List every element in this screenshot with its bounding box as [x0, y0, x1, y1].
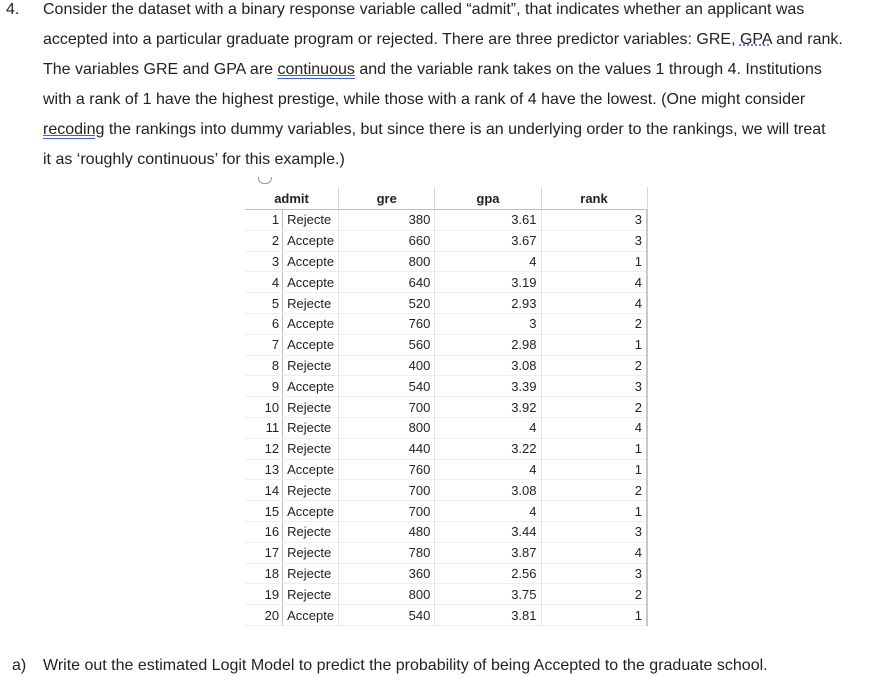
- problem-line-4: with a rank of 1 have the highest prestige, while those with a rank of 4 have the lowest. (One might consider: [43, 91, 806, 108]
- cell-rank: 2: [541, 584, 647, 605]
- problem-line-2: accepted into a particular graduate program or rejected. There are three predictor variables: GRE, GPA and rank.: [43, 31, 843, 48]
- row-index: 17: [245, 542, 283, 563]
- row-index: 8: [245, 355, 283, 376]
- cell-gpa: 4: [435, 501, 541, 522]
- cell-gpa: 2.93: [435, 293, 541, 314]
- table-row: [245, 501, 647, 522]
- table-row: [245, 417, 647, 438]
- spellcheck-gpa: GPA: [739, 31, 772, 48]
- cell-gre: 560: [339, 334, 435, 355]
- column-header-gre: gre: [339, 187, 435, 210]
- cell-gre: 700: [339, 397, 435, 418]
- cell-admit: Rejecte: [283, 417, 339, 438]
- table-row: [245, 251, 647, 272]
- cell-rank: 4: [541, 542, 647, 563]
- table-row: [245, 397, 647, 418]
- cell-admit: Rejecte: [283, 480, 339, 501]
- problem-statement: [43, 0, 883, 180]
- row-index: 14: [245, 480, 283, 501]
- problem-line-3: The variables GRE and GPA are continuous and the variable rank takes on the values 1 through 4. Institutions: [43, 61, 822, 78]
- column-header-admit: admit: [245, 187, 339, 210]
- cell-admit: Accepte: [283, 501, 339, 522]
- cell-gre: 800: [339, 251, 435, 272]
- cell-admit: Accepte: [283, 230, 339, 251]
- cell-gpa: 4: [435, 251, 541, 272]
- cell-gpa: 3.19: [435, 272, 541, 293]
- cell-gre: 540: [339, 605, 435, 626]
- cell-rank: 1: [541, 251, 647, 272]
- row-index: 2: [245, 230, 283, 251]
- sub-question-label: a): [12, 657, 27, 674]
- cell-rank: 1: [541, 459, 647, 480]
- problem-line-6: it as ‘roughly continuous’ for this example.): [43, 151, 345, 168]
- cell-rank: 3: [541, 563, 647, 584]
- cell-gre: 760: [339, 313, 435, 334]
- cell-rank: 4: [541, 272, 647, 293]
- cell-rank: 2: [541, 397, 647, 418]
- cell-admit: Rejecte: [283, 210, 339, 231]
- cell-gpa: 3.75: [435, 584, 541, 605]
- table-row: [245, 210, 647, 231]
- cell-admit: Rejecte: [283, 438, 339, 459]
- table-row: [245, 313, 647, 334]
- cell-gpa: 3.92: [435, 397, 541, 418]
- cell-rank: 4: [541, 417, 647, 438]
- column-header-gpa: gpa: [435, 187, 541, 210]
- grammar-mark-continuous: continuous: [277, 61, 355, 78]
- cell-admit: Accepte: [283, 272, 339, 293]
- cell-gpa: 2.56: [435, 563, 541, 584]
- cell-gpa: 2.98: [435, 334, 541, 355]
- table-row: [245, 605, 647, 626]
- cell-admit: Accepte: [283, 334, 339, 355]
- table-row: [245, 542, 647, 563]
- cell-admit: Accepte: [283, 459, 339, 480]
- row-index: 4: [245, 272, 283, 293]
- data-table-image: [245, 177, 648, 629]
- cell-gre: 640: [339, 272, 435, 293]
- cell-admit: Accepte: [283, 376, 339, 397]
- cell-gpa: 3.67: [435, 230, 541, 251]
- cell-gre: 660: [339, 230, 435, 251]
- cell-gpa: 4: [435, 417, 541, 438]
- cell-admit: Rejecte: [283, 521, 339, 542]
- cell-rank: 2: [541, 313, 647, 334]
- cell-admit: Rejecte: [283, 293, 339, 314]
- row-index: 16: [245, 521, 283, 542]
- row-index: 5: [245, 293, 283, 314]
- row-index: 12: [245, 438, 283, 459]
- cell-rank: 3: [541, 376, 647, 397]
- cell-gpa: 3.39: [435, 376, 541, 397]
- cell-gpa: 3.87: [435, 542, 541, 563]
- cell-gpa: 3.81: [435, 605, 541, 626]
- cell-gpa: 3.22: [435, 438, 541, 459]
- table-row: [245, 355, 647, 376]
- row-index: 7: [245, 334, 283, 355]
- table-row: [245, 563, 647, 584]
- cell-rank: 2: [541, 480, 647, 501]
- table-row: [245, 480, 647, 501]
- cell-admit: Accepte: [283, 251, 339, 272]
- cell-admit: Rejecte: [283, 542, 339, 563]
- table-row: [245, 459, 647, 480]
- cell-gpa: 3: [435, 313, 541, 334]
- cell-gpa: 3.44: [435, 521, 541, 542]
- cell-gre: 700: [339, 480, 435, 501]
- cell-rank: 3: [541, 521, 647, 542]
- sub-question-a: [12, 656, 768, 676]
- sub-question-text: Write out the estimated Logit Model to predict the probability of being Accepted to the graduate school.: [43, 657, 768, 674]
- data-table: [245, 187, 648, 626]
- cell-gre: 800: [339, 417, 435, 438]
- cell-gpa: 3.08: [435, 480, 541, 501]
- row-index: 1: [245, 210, 283, 231]
- cell-rank: 3: [541, 230, 647, 251]
- cell-admit: Rejecte: [283, 355, 339, 376]
- cell-rank: 1: [541, 605, 647, 626]
- cell-gre: 440: [339, 438, 435, 459]
- cell-gpa: 3.61: [435, 210, 541, 231]
- cell-gpa: 4: [435, 459, 541, 480]
- table-row: [245, 521, 647, 542]
- row-index: 15: [245, 501, 283, 522]
- row-index: 19: [245, 584, 283, 605]
- row-index: 18: [245, 563, 283, 584]
- table-header-row: [245, 187, 647, 210]
- grammar-mark-recoding: recoding: [43, 121, 105, 138]
- cell-rank: 1: [541, 501, 647, 522]
- table-row: [245, 334, 647, 355]
- row-index: 3: [245, 251, 283, 272]
- select-all-corner-icon: [258, 177, 272, 184]
- cell-rank: 4: [541, 293, 647, 314]
- cell-gre: 780: [339, 542, 435, 563]
- table-row: [245, 438, 647, 459]
- row-index: 6: [245, 313, 283, 334]
- cell-admit: Accepte: [283, 313, 339, 334]
- row-index: 10: [245, 397, 283, 418]
- cell-gre: 700: [339, 501, 435, 522]
- cell-gre: 760: [339, 459, 435, 480]
- cell-admit: Rejecte: [283, 397, 339, 418]
- problem-number: 4.: [6, 1, 20, 18]
- table-row: [245, 293, 647, 314]
- table-row: [245, 230, 647, 251]
- cell-gre: 480: [339, 521, 435, 542]
- cell-gre: 380: [339, 210, 435, 231]
- table-row: [245, 272, 647, 293]
- table-row: [245, 584, 647, 605]
- row-index: 13: [245, 459, 283, 480]
- cell-rank: 3: [541, 210, 647, 231]
- row-index: 11: [245, 417, 283, 438]
- cell-gre: 360: [339, 563, 435, 584]
- column-header-rank: rank: [541, 187, 647, 210]
- cell-gpa: 3.08: [435, 355, 541, 376]
- table-row: [245, 376, 647, 397]
- cell-gre: 800: [339, 584, 435, 605]
- cell-gre: 540: [339, 376, 435, 397]
- cell-admit: Accepte: [283, 605, 339, 626]
- cell-gre: 400: [339, 355, 435, 376]
- cell-rank: 1: [541, 438, 647, 459]
- problem-line-1: Consider the dataset with a binary response variable called “admit”, that indicates whether an applicant was: [43, 1, 805, 18]
- row-index: 9: [245, 376, 283, 397]
- cell-rank: 1: [541, 334, 647, 355]
- row-index: 20: [245, 605, 283, 626]
- cell-rank: 2: [541, 355, 647, 376]
- problem-line-5: recoding the rankings into dummy variables, but since there is an underlying order to the rankings, we will treat: [43, 121, 826, 138]
- cell-admit: Rejecte: [283, 584, 339, 605]
- cell-gre: 520: [339, 293, 435, 314]
- cell-admit: Rejecte: [283, 563, 339, 584]
